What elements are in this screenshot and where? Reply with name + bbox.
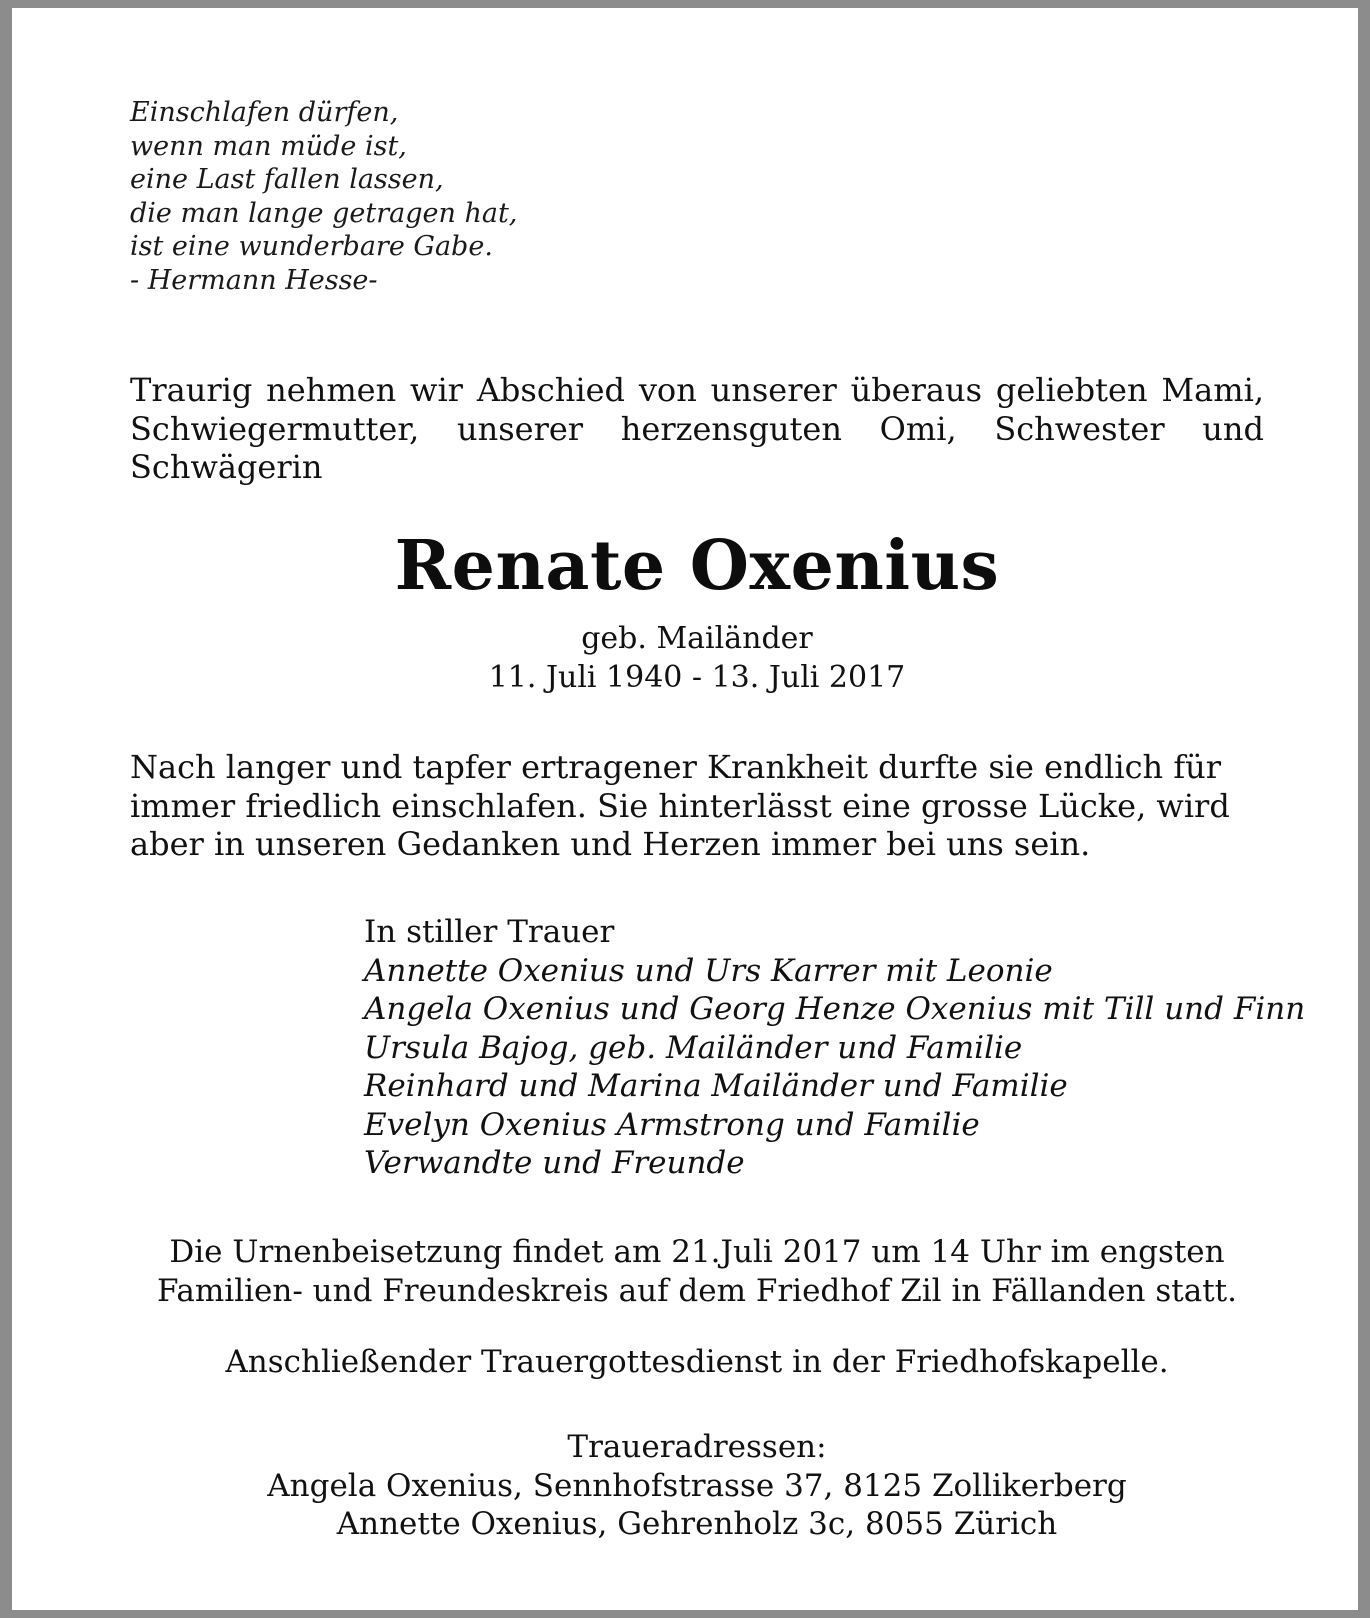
mourner-name: Angela Oxenius und Georg Henze Oxenius mit Till und Finn: [364, 991, 1306, 1027]
mourning-addresses: [12, 1428, 1370, 1544]
burial-line: Familien- und Freundeskreis auf dem Friedhof Zil in Fällanden statt.: [157, 1272, 1237, 1309]
deceased-name: Renate Oxenius: [394, 526, 1000, 606]
burial-info: [12, 1233, 1370, 1310]
mourner-name: Evelyn Oxenius Armstrong und Familie: [364, 1106, 980, 1143]
mourner-name: Reinhard und Marina Mailänder und Familie: [364, 1068, 1068, 1104]
poem-line: die man lange getragen hat,: [130, 197, 518, 229]
message-line: Nach langer und tapfer ertragener Krankheit durfte sie endlich für: [130, 748, 1222, 786]
mourners-list: [364, 913, 1305, 1183]
message-line: aber in unseren Gedanken und Herzen immer bei uns sein.: [130, 825, 1091, 863]
mourners-heading: In stiller Trauer: [364, 914, 615, 950]
message-paragraph: [130, 748, 1264, 864]
mourner-name: Annette Oxenius und Urs Karrer mit Leonie: [364, 952, 1053, 989]
service-info: Anschließender Trauergottesdienst in der Friedhofskapelle.: [225, 1344, 1169, 1380]
poem-line: Einschlafen dürfen,: [130, 97, 399, 128]
address-line: Angela Oxenius, Sennhofstrasse 37, 8125 Zollikerberg: [267, 1467, 1127, 1504]
poem-quote: [130, 96, 517, 297]
burial-line: Die Urnenbeisetzung findet am 21.Juli 2017 um 14 Uhr im engsten: [169, 1234, 1225, 1270]
intro-paragraph: Traurig nehmen wir Abschied von unserer überaus geliebten Mami, Schwiegermutter, unserer herzensguten Omi, Schwester und Schwägerin: [130, 371, 1264, 486]
poem-line: eine Last fallen lassen,: [130, 164, 444, 195]
mourner-name: Ursula Bajog, geb. Mailänder und Familie: [364, 1029, 1023, 1066]
deceased-dates: 11. Juli 1940 - 13. Juli 2017: [488, 660, 906, 695]
deceased-birth-name: geb. Mailänder: [581, 621, 813, 656]
poem-line: wenn man müde ist,: [130, 130, 407, 162]
poem-line: ist eine wunderbare Gabe.: [130, 231, 493, 262]
address-line: Annette Oxenius, Gehrenholz 3c, 8055 Zürich: [336, 1506, 1058, 1542]
message-line: immer friedlich einschlafen. Sie hinterlässt eine grosse Lücke, wird: [130, 786, 1230, 825]
poem-author: - Hermann Hesse-: [130, 264, 378, 296]
mourner-name: Verwandte und Freunde: [364, 1145, 745, 1181]
addresses-heading: Traueradressen:: [567, 1429, 827, 1465]
